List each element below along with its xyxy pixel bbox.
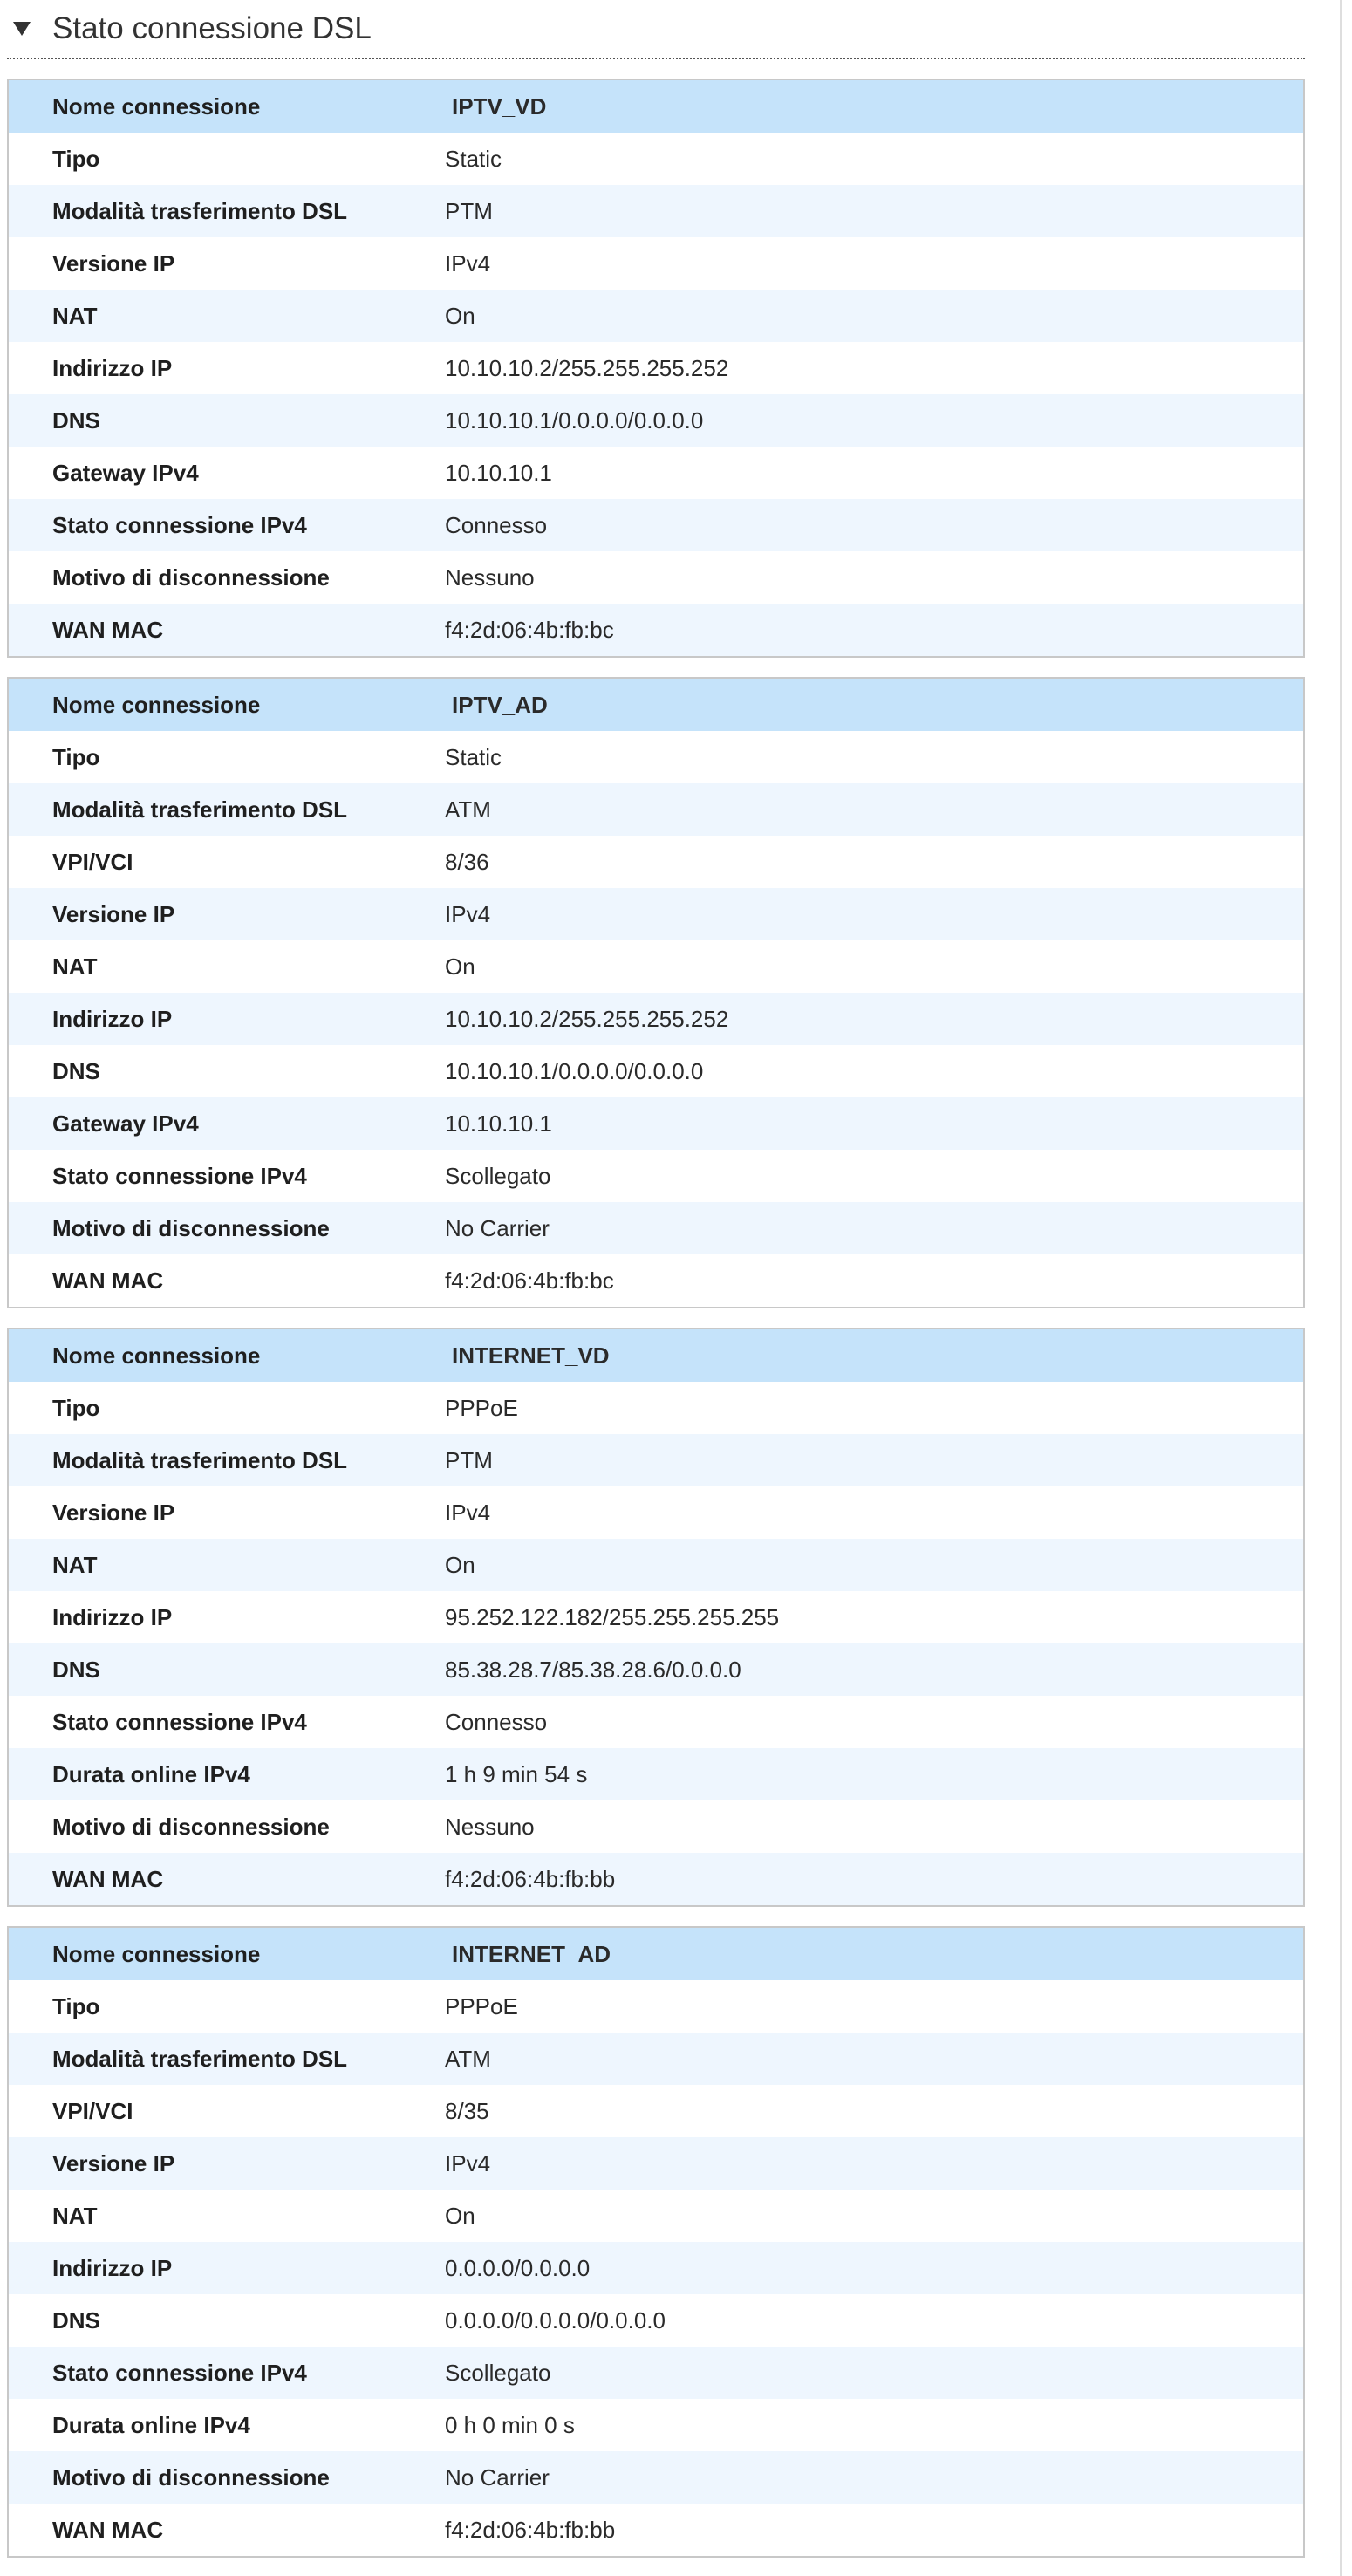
row-value: On [445,2202,475,2229]
row-label: Indirizzo IP [52,2254,173,2281]
row-label: VPI/VCI [52,2097,133,2124]
row-value: 10.10.10.1/0.0.0.0/0.0.0.0 [445,407,704,434]
row-value: On [445,1551,475,1578]
row-value: IPv4 [445,249,491,277]
row-value: 8/36 [445,848,489,875]
row-value: Connesso [445,1708,548,1735]
table-row [9,551,1303,604]
table-row [9,2033,1303,2085]
row-label: WAN MAC [52,2516,164,2543]
row-value: 85.38.28.7/85.38.28.6/0.0.0.0 [445,1656,741,1683]
row-label: NAT [52,953,98,980]
table-row [9,2451,1303,2504]
table-row [9,604,1303,656]
table-row [9,1382,1303,1434]
table-row [9,783,1303,836]
table-row [9,447,1303,499]
table-row [9,836,1303,888]
row-label: Modalità trasferimento DSL [52,2045,348,2072]
table-row [9,1150,1303,1202]
row-label: Motivo di disconnessione [52,1214,330,1241]
row-label: DNS [52,2306,100,2333]
row-value: PTM [445,1446,493,1473]
table-row [9,993,1303,1045]
row-label: Motivo di disconnessione [52,2463,330,2491]
row-value: PPPoE [445,1394,518,1421]
row-value: Scollegato [445,2359,551,2386]
table-row [9,1434,1303,1486]
row-value: IPv4 [445,2149,491,2176]
table-row [9,2137,1303,2190]
table-row [9,1202,1303,1254]
row-value: 10.10.10.2/255.255.255.252 [445,1005,729,1032]
row-label: WAN MAC [52,1267,164,1294]
row-label: Durata online IPv4 [52,2411,250,2438]
row-value: Scollegato [445,1162,551,1189]
row-value: 8/35 [445,2097,489,2124]
section-header-dsl-status[interactable] [7,0,1305,59]
table-row [9,888,1303,940]
row-label: Stato connessione IPv4 [52,2359,307,2386]
table-row [9,1097,1303,1150]
row-value: Static [445,743,502,770]
row-value: PPPoE [445,1992,518,2019]
row-label: VPI/VCI [52,848,133,875]
table-row [9,2504,1303,2556]
connection-name-value: INTERNET_VD [452,1342,610,1369]
row-value: 1 h 9 min 54 s [445,1760,588,1787]
row-value: 10.10.10.2/255.255.255.252 [445,354,729,381]
connection-name-value: INTERNET_AD [452,1940,611,1967]
table-row [9,394,1303,447]
connection-table [7,1328,1305,1907]
row-label: Tipo [52,743,100,770]
table-row [9,1853,1303,1905]
row-label: WAN MAC [52,616,164,643]
connection-header-row [9,1928,1303,1980]
table-row [9,1045,1303,1097]
row-label: Stato connessione IPv4 [52,511,307,538]
connection-table [7,1926,1305,2558]
table-row [9,1643,1303,1696]
table-row [9,1486,1303,1539]
row-label: Modalità trasferimento DSL [52,1446,348,1473]
connection-table [7,677,1305,1308]
row-value: No Carrier [445,2463,550,2491]
row-value: Nessuno [445,1813,535,1840]
connection-header-row [9,1329,1303,1382]
table-row [9,1254,1303,1307]
row-value: f4:2d:06:4b:fb:bb [445,2516,616,2543]
row-label: Tipo [52,145,100,172]
table-row [9,499,1303,551]
row-value: 0.0.0.0/0.0.0.0 [445,2254,591,2281]
row-value: ATM [445,796,491,823]
table-row [9,237,1303,290]
row-value: IPv4 [445,1499,491,1526]
row-value: 10.10.10.1 [445,459,552,486]
row-value: ATM [445,2045,491,2072]
row-label: Versione IP [52,249,175,277]
table-row [9,1591,1303,1643]
row-label: Durata online IPv4 [52,1760,250,1787]
connection-header-row [9,80,1303,133]
connection-name-label: Nome connessione [52,1940,261,1967]
table-row [9,731,1303,783]
row-value: f4:2d:06:4b:fb:bc [445,1267,614,1294]
row-label: Stato connessione IPv4 [52,1162,307,1189]
row-value: 95.252.122.182/255.255.255.255 [445,1603,780,1630]
row-label: Indirizzo IP [52,354,173,381]
row-value: PTM [445,197,493,224]
row-value: 0 h 0 min 0 s [445,2411,575,2438]
connection-table [7,79,1305,658]
row-label: Motivo di disconnessione [52,564,330,591]
connection-name-label: Nome connessione [52,691,261,718]
row-label: NAT [52,2202,98,2229]
row-label: WAN MAC [52,1865,164,1892]
scrollbar[interactable] [1340,0,1352,2576]
row-label: Versione IP [52,2149,175,2176]
row-value: 10.10.10.1 [445,1110,552,1137]
row-label: Modalità trasferimento DSL [52,796,348,823]
table-row [9,133,1303,185]
row-label: Tipo [52,1992,100,2019]
row-value: On [445,953,475,980]
section-title: Stato connessione DSL [52,11,372,45]
row-value: On [445,302,475,329]
row-label: Tipo [52,1394,100,1421]
row-label: DNS [52,1656,100,1683]
row-label: DNS [52,407,100,434]
connection-name-value: IPTV_VD [452,92,547,120]
row-value: IPv4 [445,900,491,927]
table-row [9,2085,1303,2137]
row-value: Static [445,145,502,172]
row-label: Indirizzo IP [52,1603,173,1630]
table-row [9,2347,1303,2399]
table-row [9,1539,1303,1591]
table-row [9,1800,1303,1853]
table-row [9,940,1303,993]
row-value: No Carrier [445,1214,550,1241]
row-value: Connesso [445,511,548,538]
row-label: Motivo di disconnessione [52,1813,330,1840]
table-row [9,1748,1303,1800]
connection-name-value: IPTV_AD [452,691,548,718]
row-label: Modalità trasferimento DSL [52,197,348,224]
row-value: 10.10.10.1/0.0.0.0/0.0.0.0 [445,1057,704,1084]
table-row [9,2242,1303,2294]
row-label: NAT [52,302,98,329]
row-label: Versione IP [52,900,175,927]
connection-header-row [9,679,1303,731]
row-value: Nessuno [445,564,535,591]
row-label: DNS [52,1057,100,1084]
table-row [9,2190,1303,2242]
table-row [9,2399,1303,2451]
row-value: f4:2d:06:4b:fb:bc [445,616,614,643]
table-row [9,1980,1303,2033]
row-label: Stato connessione IPv4 [52,1708,307,1735]
table-row [9,290,1303,342]
table-row [9,1696,1303,1748]
table-row [9,342,1303,394]
triangle-down-icon[interactable] [10,17,33,40]
row-value: 0.0.0.0/0.0.0.0/0.0.0.0 [445,2306,666,2333]
table-row [9,185,1303,237]
row-label: Versione IP [52,1499,175,1526]
row-value: f4:2d:06:4b:fb:bb [445,1865,616,1892]
row-label: Indirizzo IP [52,1005,173,1032]
row-label: Gateway IPv4 [52,1110,199,1137]
row-label: Gateway IPv4 [52,459,199,486]
connection-name-label: Nome connessione [52,1342,261,1369]
connection-name-label: Nome connessione [52,92,261,120]
row-label: NAT [52,1551,98,1578]
table-row [9,2294,1303,2347]
